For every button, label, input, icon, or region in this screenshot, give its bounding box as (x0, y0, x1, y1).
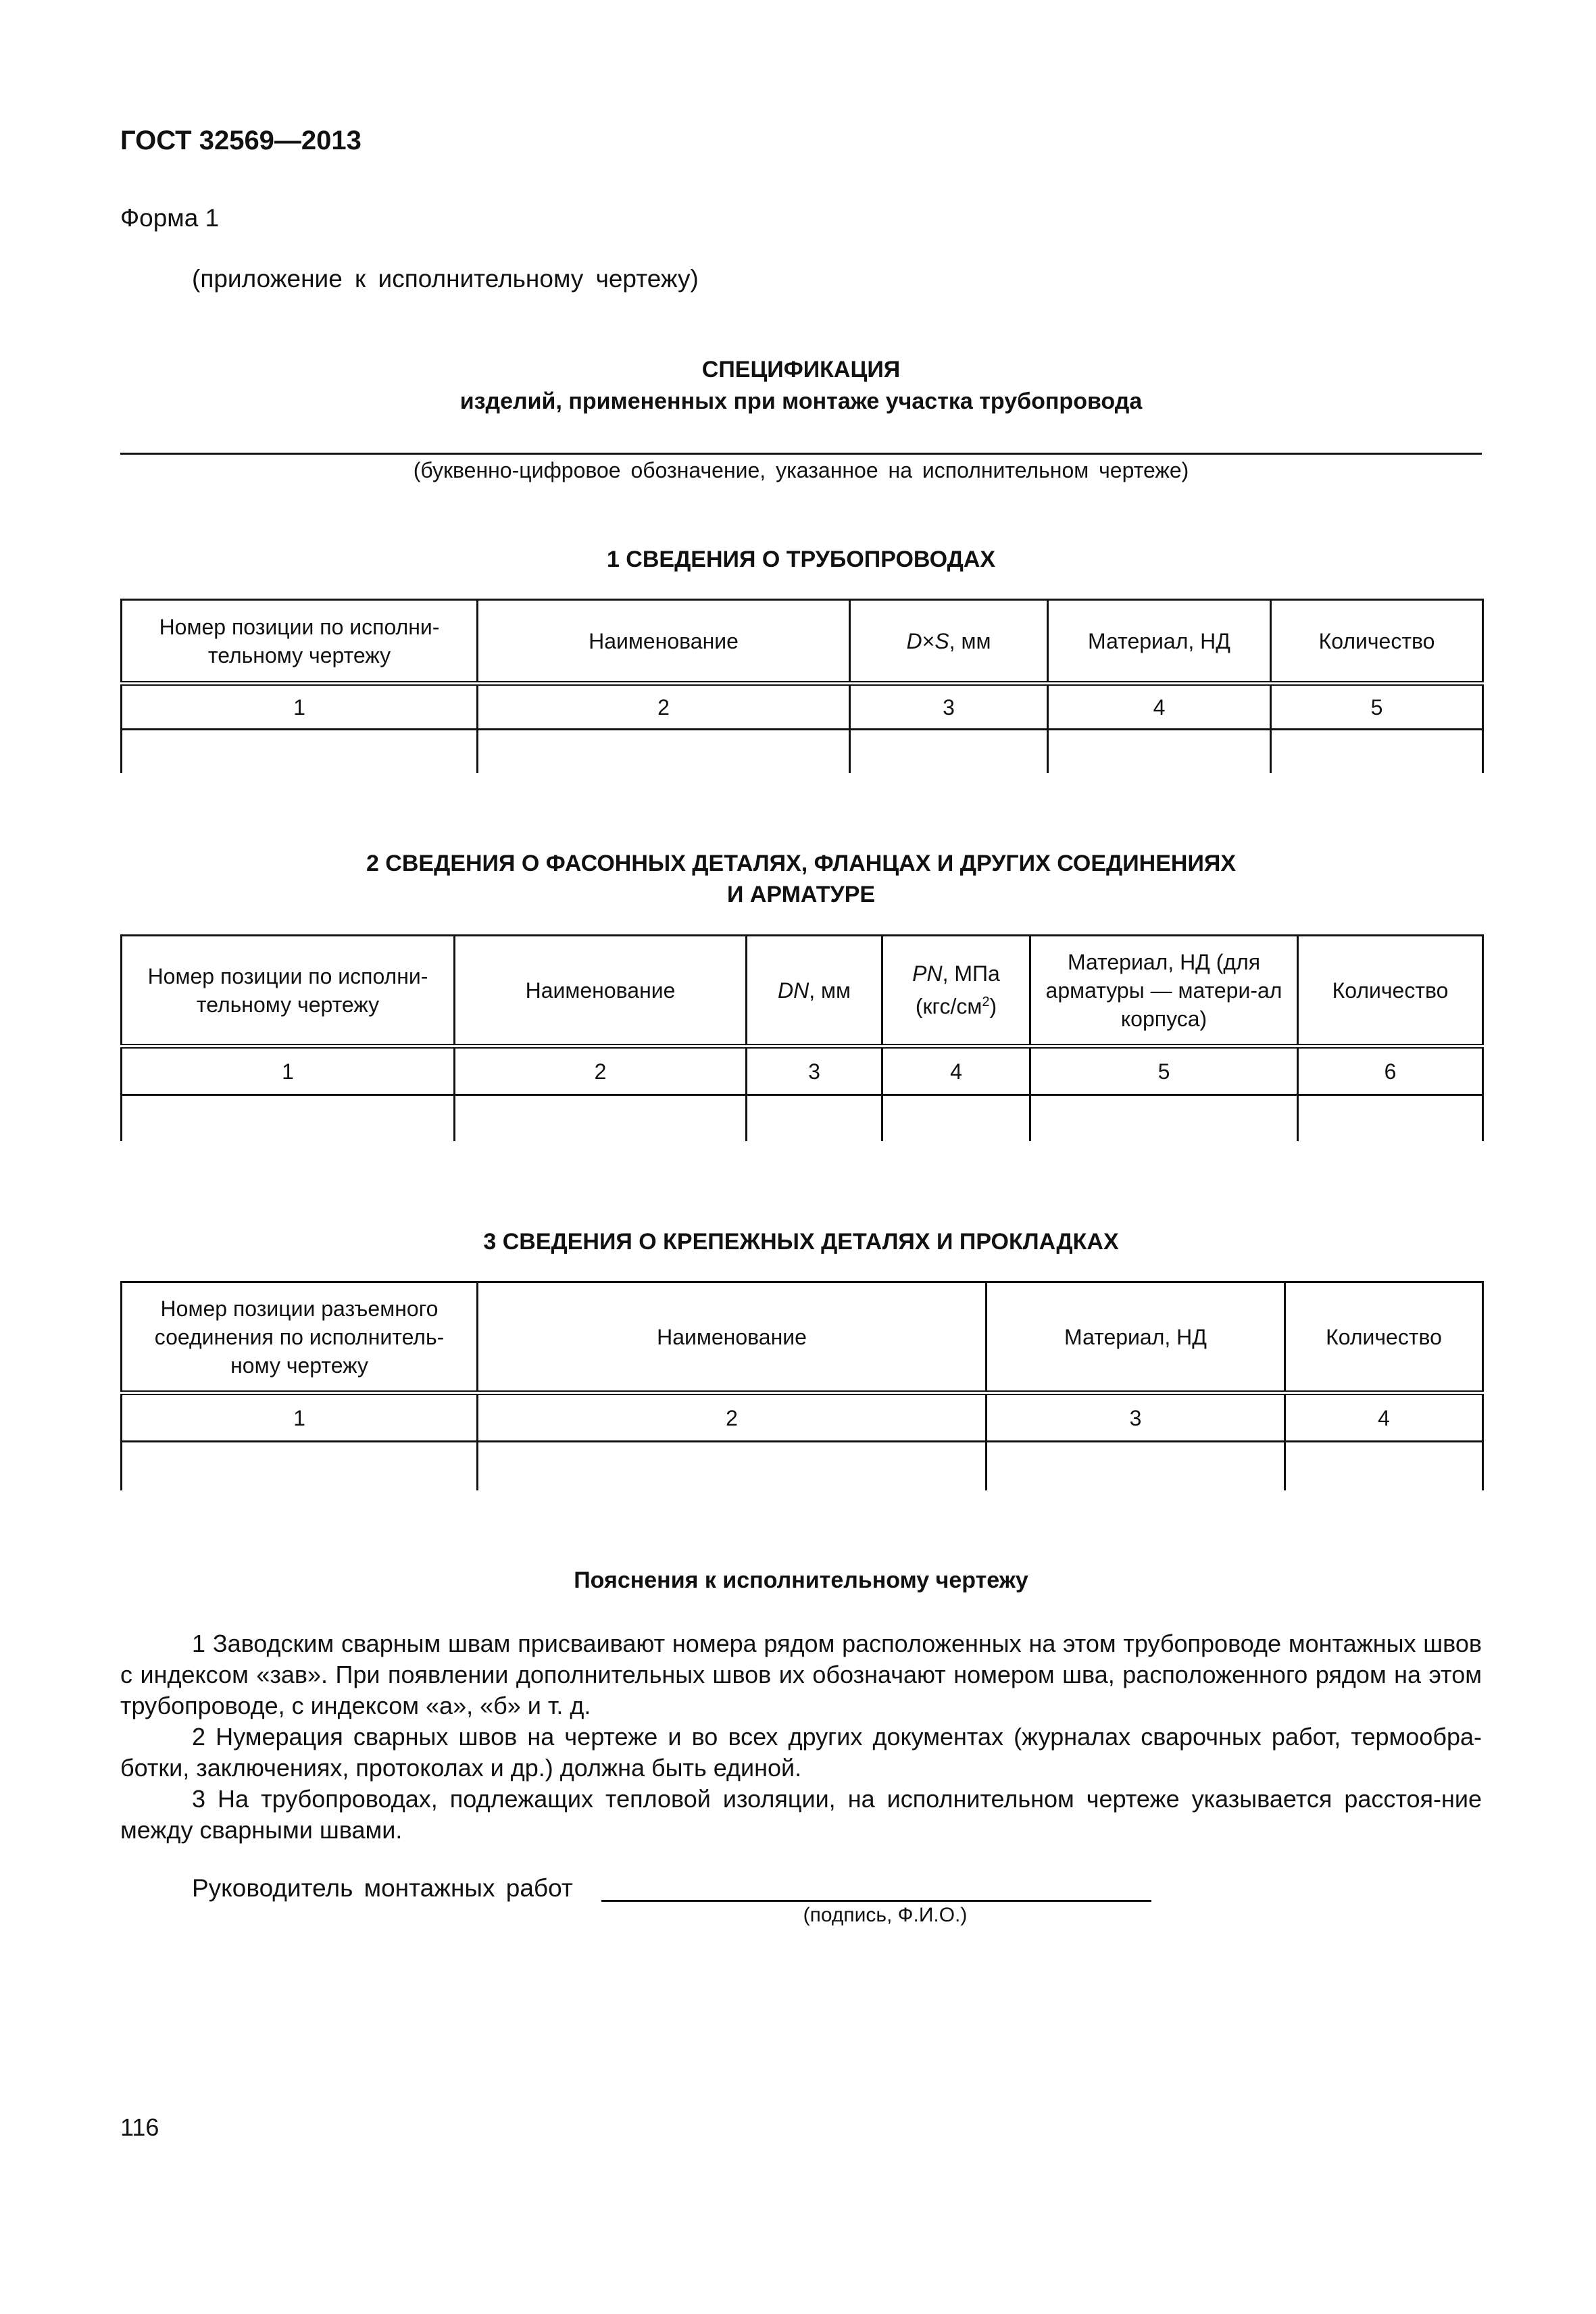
table-cell (478, 730, 850, 773)
explanations-title: Пояснения к исполнительному чертежу (574, 1567, 1028, 1593)
table-cell (987, 1442, 1285, 1490)
signature-line (601, 1900, 1151, 1902)
table-header-cell: Наименование (478, 1282, 987, 1393)
column-number: 1 (122, 1393, 478, 1442)
designation-line (120, 453, 1482, 455)
appendix-note: (приложение к исполнительному чертежу) (192, 265, 699, 293)
column-number: 6 (1298, 1047, 1483, 1095)
section1-title: 1 СВЕДЕНИЯ О ТРУБОПРОВОДАХ (606, 547, 996, 572)
explanation-text: 2 Нумерация сварных швов на чертеже и во всех других документах (журналах сварочных работ, термообра-ботки, заключениях, протоколах и др.) должна быть единой. (120, 1723, 1482, 1782)
spec-title: СПЕЦИФИКАЦИЯ (701, 357, 901, 382)
section3-title: 3 СВЕДЕНИЯ О КРЕПЕЖНЫХ ДЕТАЛЯХ И ПРОКЛАДКАХ (483, 1229, 1119, 1255)
column-number: 1 (122, 684, 478, 730)
table-header-cell: Материал, НД (987, 1282, 1285, 1393)
explanation-text: 1 Заводским сварным швам присваивают номера рядом расположенных на этом трубопроводе монтажных швов с индексом «зав». При появлении дополнительных швов их обозначают номером шва, расположенного рядом на этом трубопроводе, с индексом «а», «б» и т. д. (120, 1630, 1482, 1719)
explanation-text: 3 На трубопроводах, подлежащих тепловой изоляции, на исполнительном чертеже указывается расстоя-ние между сварными швами. (120, 1785, 1482, 1844)
signature-caption: (подпись, Ф.И.О.) (803, 1904, 968, 1926)
section2-title (120, 848, 1482, 910)
table-cell (122, 1442, 478, 1490)
column-number: 4 (1048, 684, 1271, 730)
table-cell (122, 730, 478, 773)
explanation-item (120, 1784, 1482, 1846)
column-number: 2 (455, 1047, 747, 1095)
column-number: 1 (122, 1047, 455, 1095)
designation-caption: (буквенно-цифровое обозначение, указанное на исполнительном чертеже) (413, 458, 1189, 482)
form-label: Форма 1 (120, 204, 220, 232)
fasteners-table (120, 1281, 1484, 1490)
table-header-cell: Количество (1298, 936, 1483, 1047)
table-cell (1298, 1095, 1483, 1141)
column-number: 4 (1285, 1393, 1483, 1442)
table-cell (1271, 730, 1483, 773)
table-cell (1048, 730, 1271, 773)
section2-title-line: 2 СВЕДЕНИЯ О ФАСОННЫХ ДЕТАЛЯХ, ФЛАНЦАХ И ДРУГИХ СОЕДИНЕНИЯХ (366, 851, 1237, 876)
explanation-item (120, 1721, 1482, 1784)
column-number: 4 (882, 1047, 1030, 1095)
table-cell (1285, 1442, 1483, 1490)
table-header-cell: Количество (1285, 1282, 1483, 1393)
table-header-cell: DN, мм (747, 936, 882, 1047)
column-number: 5 (1271, 684, 1483, 730)
pipelines-table (120, 599, 1484, 773)
table-header-cell: Наименование (455, 936, 747, 1047)
table-header-cell: Материал, НД (1048, 600, 1271, 684)
table-cell (1030, 1095, 1298, 1141)
column-number: 3 (987, 1393, 1285, 1442)
column-number: 3 (747, 1047, 882, 1095)
table-header-cell: Наименование (478, 600, 850, 684)
table-cell (478, 1442, 987, 1490)
table-header-cell: Номер позиции разъемного соединения по исполнитель-ному чертежу (122, 1282, 478, 1393)
table-cell (455, 1095, 747, 1141)
column-number: 5 (1030, 1047, 1298, 1095)
explanation-item (120, 1628, 1482, 1721)
section2-title-line: И АРМАТУРЕ (726, 882, 876, 907)
table-header-cell: Количество (1271, 600, 1483, 684)
table-header-cell: Материал, НД (для арматуры — матери-ал корпуса) (1030, 936, 1298, 1047)
table-header-cell: Номер позиции по исполни-тельному чертежу (122, 936, 455, 1047)
page-number: 116 (120, 2113, 159, 2141)
table-cell (850, 730, 1048, 773)
table-header-cell: PN, МПа $(кгс/см^2)$ (882, 936, 1030, 1047)
signature-label: Руководитель монтажных работ (192, 1874, 573, 1902)
column-number: 2 (478, 1393, 987, 1442)
table-cell (122, 1095, 455, 1141)
table-header-cell: Номер позиции по исполни-тельному чертежу (122, 600, 478, 684)
table-header-cell: D×S, мм (850, 600, 1048, 684)
table-cell (882, 1095, 1030, 1141)
document-id: ГОСТ 32569—2013 (120, 126, 361, 155)
column-number: 2 (478, 684, 850, 730)
column-number: 3 (850, 684, 1048, 730)
spec-subtitle: изделий, примененных при монтаже участка трубопровода (459, 388, 1143, 414)
table-cell (747, 1095, 882, 1141)
fittings-table (120, 934, 1484, 1141)
